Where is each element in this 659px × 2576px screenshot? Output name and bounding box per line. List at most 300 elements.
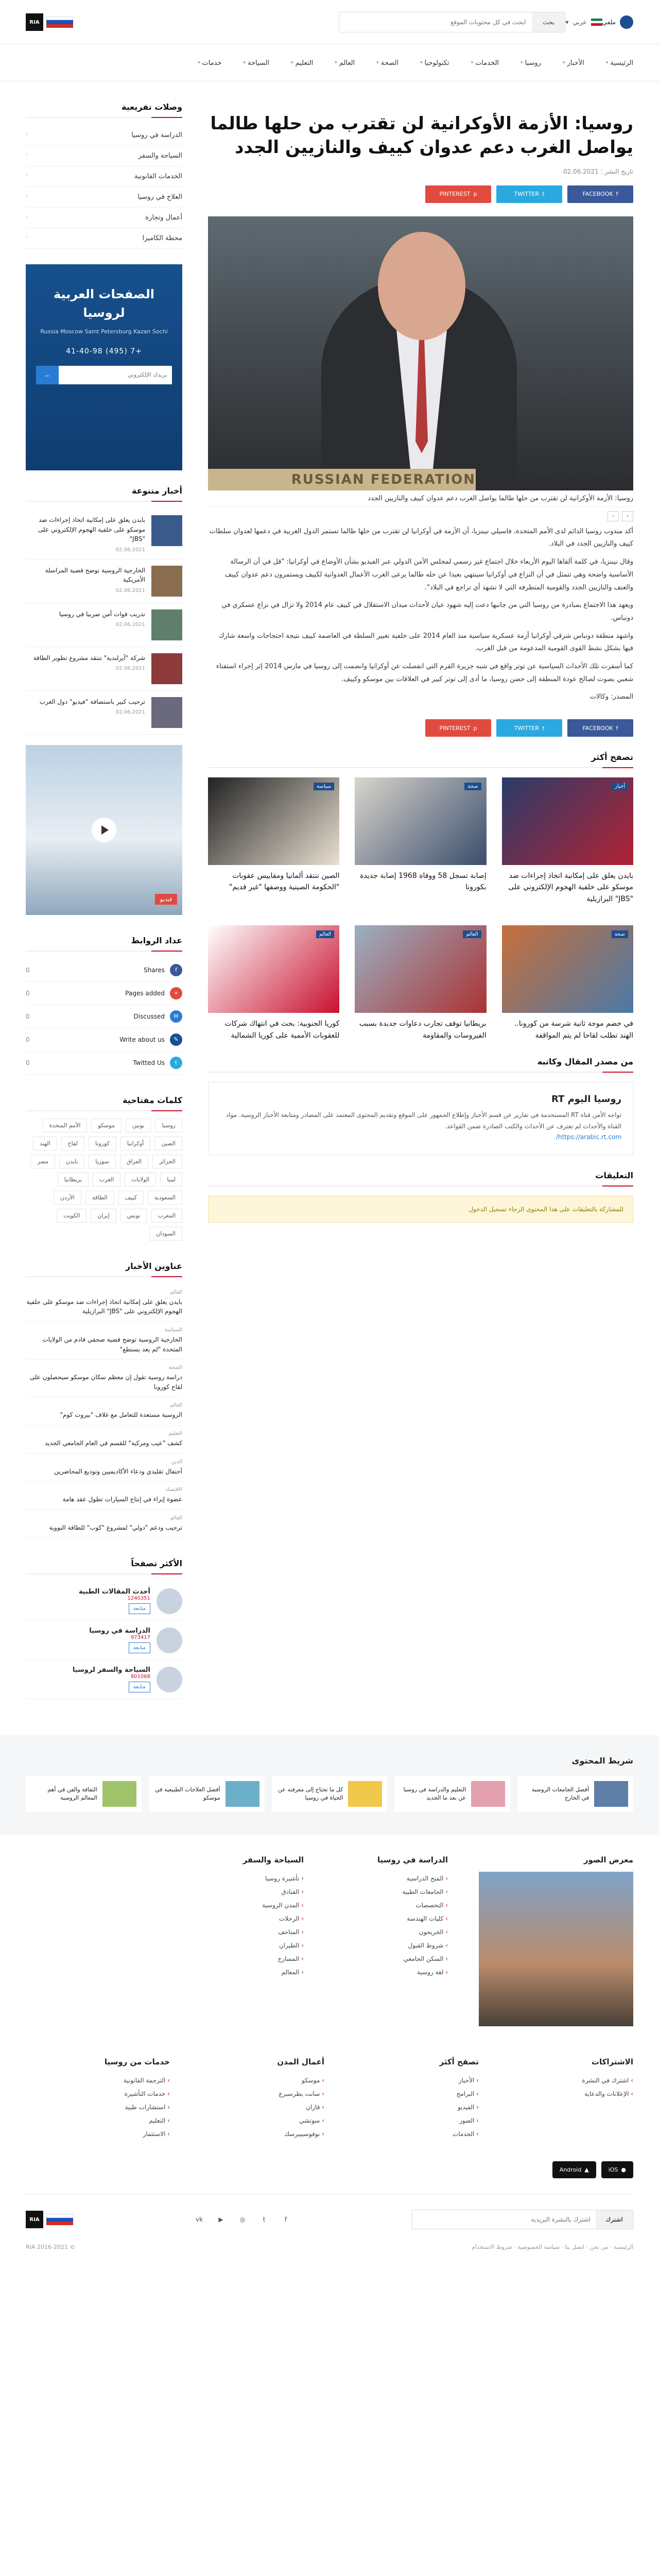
popular-info (26, 1627, 150, 1653)
footer-link[interactable]: › نوفوسيبيرسك (201, 2127, 324, 2141)
sidebar-news-date: 02.06.2021 (115, 587, 145, 594)
sidebar-news-text (40, 697, 145, 728)
follow-button[interactable]: متابعة (129, 1642, 150, 1653)
headline-title: بايدن يعلق على إمكانية اتخاذ إجراءات ضد موسكو على خلفية الهجوم الإلكتروني على "JBS" البرازيلية (26, 1298, 182, 1315)
tag-chip[interactable]: السودان (149, 1227, 182, 1241)
sidebar-link[interactable] (26, 187, 182, 208)
sidebar-news-title: بايدن يعلق على إمكانية اتخاذ إجراءات ضد موسكو على خلفية الهجوم الإلكتروني على "JBS" (38, 516, 145, 543)
footer-link[interactable]: › المتاحف (190, 1925, 304, 1939)
nav-item-label: الرئيسية (610, 59, 633, 67)
popular-name: الدراسة في روسيا (89, 1627, 150, 1635)
counter-label-group (125, 987, 182, 999)
slider-controls (208, 507, 633, 526)
ios-app-button[interactable] (601, 2161, 633, 2178)
sidebar-news-text (59, 609, 145, 640)
nav-item[interactable] (563, 59, 584, 67)
news-card-title: إصابة تسجل 58 ووفاة 1968 إصابة جديدة بكورونا (360, 872, 487, 892)
chevron-down-icon: ▾ (420, 60, 423, 65)
nav-item[interactable] (471, 59, 499, 67)
slider-prev-icon[interactable]: ‹ (608, 511, 619, 521)
tag-chip[interactable]: لقاح (61, 1137, 84, 1150)
sidebar-link[interactable] (26, 228, 182, 249)
more-news-grid (208, 777, 633, 1041)
headlines-list (26, 1284, 182, 1538)
tag-chip[interactable]: الولايات (125, 1173, 156, 1187)
twitter-icon: t (542, 191, 545, 198)
tag-chip[interactable]: بريطانيا (58, 1173, 89, 1187)
nav-item-label: العالم (339, 59, 355, 67)
counter-label: Twitted Us (133, 1059, 165, 1066)
search-bar (339, 12, 565, 32)
top-header (0, 0, 659, 44)
news-card[interactable] (208, 925, 339, 1041)
headline-item[interactable] (26, 1360, 182, 1397)
android-label: Android (559, 2166, 582, 2174)
source-box (208, 1082, 633, 1155)
headline-category: السياسة (164, 1327, 182, 1333)
nav-item[interactable] (291, 59, 313, 67)
headline-item[interactable] (26, 1322, 182, 1360)
tag-chip[interactable]: الهند (33, 1137, 57, 1150)
news-card-title: بايدن يعلق على إمكانية اتخاذ إجراءات ضد موسكو على خلفية الهجوم الإلكتروني على "JBS" البرازيلية (508, 872, 633, 903)
popular-avatar (157, 1588, 182, 1614)
chevron-down-icon: ▾ (335, 60, 337, 65)
news-card-tag: سياسة (314, 783, 334, 790)
tag-chip[interactable]: بايدن (59, 1155, 84, 1168)
strip-item[interactable] (517, 1776, 633, 1812)
tag-chip[interactable]: بوتين (126, 1118, 151, 1132)
photo-gallery-title: معرض الصور (583, 1855, 633, 1865)
popular-views: 1240351 (127, 1596, 150, 1602)
popular-views: 801068 (130, 1674, 150, 1680)
news-card[interactable] (502, 925, 633, 1041)
counter-label-group (119, 1033, 182, 1046)
sidebar-link[interactable] (26, 208, 182, 228)
counter-label: Pages added (125, 989, 165, 997)
nav-item[interactable] (376, 59, 398, 67)
hero-nameplate: RUSSIAN FEDERATION (208, 469, 476, 490)
strip-item-title: أفضل العلاجات الطبيعية في موسكو (155, 1786, 220, 1802)
share-twitter-button[interactable] (496, 185, 562, 203)
counter-label-group (133, 1010, 182, 1023)
chevron-down-icon: ▾ (565, 19, 569, 26)
nav-item-label: تكنولوجيا (424, 59, 449, 67)
sidebar-news-item[interactable] (26, 509, 182, 560)
strip-item-title: الثقافة والفن في أهم المعالم الروسية (47, 1786, 97, 1802)
chevron-down-icon: ▾ (605, 60, 609, 65)
tourism-column (190, 1855, 304, 2026)
counter-value: 0 (26, 966, 30, 974)
footer-link[interactable]: › الطيران (190, 1939, 304, 1952)
article-paragraph: المصدر: وكالات (589, 693, 633, 701)
main-nav (0, 44, 659, 81)
counter-label-group (144, 964, 182, 976)
popular-avatar (157, 1628, 182, 1653)
news-card-tag: صحة (464, 783, 481, 790)
russia-flag-icon (46, 2214, 73, 2225)
footer-link[interactable]: › البرامج (355, 2087, 479, 2100)
footer-link[interactable]: › الاستثمار (46, 2127, 170, 2141)
news-card-image (208, 777, 339, 865)
sidebar-news-title: شركة "آيرلندية" تنتقد مشروع تطوير الطاقة (33, 654, 145, 662)
nav-item[interactable] (606, 59, 633, 67)
user-label: ملفي (602, 19, 616, 26)
youtube-icon[interactable]: ▶ (218, 2216, 223, 2224)
footer-link[interactable]: › التخصصات (335, 1899, 448, 1912)
footer-link[interactable]: › التعليم (46, 2114, 170, 2127)
news-card[interactable] (208, 777, 339, 905)
plus-icon: + (170, 987, 182, 999)
footer-link[interactable]: › الجامعات الطبية (335, 1885, 448, 1899)
footer-link[interactable]: › الخدمات (355, 2127, 479, 2141)
news-card-image (208, 925, 339, 1013)
footer-link[interactable]: › تأشيرة روسيا (190, 1872, 304, 1885)
newsletter-button[interactable]: اشترك (596, 2210, 633, 2229)
footer-column-list (46, 2074, 170, 2141)
tag-chip[interactable]: المغرب (151, 1209, 183, 1223)
headline-category: العالم (170, 1289, 182, 1295)
footer-link[interactable]: › المدن الروسية (190, 1899, 304, 1912)
news-card[interactable] (502, 777, 633, 905)
article-hero-image (208, 216, 633, 490)
footer-link[interactable]: › قازان (201, 2100, 324, 2114)
share-facebook-button[interactable] (567, 719, 633, 737)
tag-chip[interactable]: كييف (118, 1191, 144, 1205)
strip-thumb (348, 1781, 382, 1807)
article-date: تاريخ النشر : 02.06.2021 (563, 167, 633, 175)
popular-name: أحدث المقالات الطبية (79, 1588, 150, 1596)
tag-chip[interactable]: تونس (120, 1209, 147, 1223)
sidebar-news-title: تدريب قوات أمن صربيا في روسيا (59, 610, 145, 618)
video-ad[interactable] (26, 745, 182, 915)
nav-item-label: التعليم (295, 59, 314, 67)
sidebar-news-title: أخبار متنوعة (26, 486, 182, 502)
footer-link[interactable]: › المعالم (190, 1965, 304, 1979)
comments-login-notice: للمشاركة بالتعليقات على هذا المحتوى الرجاء تسجيل الدخول (208, 1196, 633, 1223)
footer-links-column (510, 2057, 633, 2141)
footer-link[interactable]: › الترجمة القانونية (46, 2074, 170, 2087)
news-card-tag: صحة (612, 930, 628, 938)
footer-column-list (201, 2074, 324, 2141)
tag-chip[interactable]: الأردن (54, 1191, 81, 1205)
search-input[interactable] (339, 12, 532, 32)
footer-bottom-links[interactable]: الرئيسية · من نحن · اتصل بنا · سياسة الخصوصية · شروط الاستخدام (471, 2244, 633, 2251)
footer-logo[interactable] (26, 2211, 73, 2228)
counter-item[interactable] (26, 959, 182, 982)
tag-chip[interactable]: موسكو (91, 1118, 122, 1132)
counter-item[interactable] (26, 1052, 182, 1075)
nav-item-label: الصحة (380, 59, 398, 67)
news-card-title: في خضم موجة ثانية شرسة من كورونا.. الهند تطلب لقاحا لم يتم المواقفة (514, 1020, 633, 1040)
chat-icon: ✉ (170, 1010, 182, 1023)
sidebar-news-title: الخارجية الروسية توضح قضية المراسلة الأمريكية (45, 566, 145, 584)
more-news-title: تصفح أكثر (208, 752, 633, 768)
article-content (208, 102, 633, 1699)
study-links (335, 1872, 448, 1979)
sidebar-news-thumb (151, 653, 182, 684)
footer-link[interactable]: › لغة روسية (335, 1965, 448, 1979)
headline-category: العالم (170, 1515, 182, 1521)
footer-link[interactable]: › السكن الجامعي (335, 1952, 448, 1965)
pinterest-icon: p (473, 724, 477, 732)
footer-link[interactable]: › اشترك في النشرة (510, 2074, 633, 2087)
footer-links-column (46, 2057, 170, 2141)
newsletter-input[interactable] (412, 2210, 596, 2229)
tag-chip[interactable]: الكويت (57, 1209, 86, 1223)
russia-flag-icon (46, 16, 73, 28)
study-column-title: الدراسة في روسيا (377, 1855, 448, 1865)
nav-item[interactable] (521, 59, 541, 67)
headline-category: الاقتصاد (165, 1487, 182, 1493)
tag-chip[interactable]: أوكرانيا (120, 1137, 150, 1150)
counter-item[interactable] (26, 1028, 182, 1052)
headline-title: دراسة روسية تقول إن معظم سكان موسكو سيحصلون على لقاح كورونا (29, 1374, 182, 1391)
promo-title: الصفحات العربية لروسيا (53, 287, 155, 320)
footer-link[interactable]: › شروط القبول (335, 1939, 448, 1952)
source-name: روسيا اليوم RT (551, 1093, 621, 1105)
footer-link[interactable]: › المنح الدراسية (335, 1872, 448, 1885)
counter-label-group (133, 1057, 182, 1069)
headline-title: الخارجية الروسية توضح قضية صحفي قادم من الولايات المتحدة "لم يعد يستطع" (42, 1335, 182, 1353)
headlines-title: عناوين الأخبار (26, 1261, 182, 1277)
promo-submit-button[interactable] (36, 366, 59, 384)
tourism-links (190, 1872, 304, 1979)
tourism-column-title: السياحة والسفر (242, 1855, 304, 1865)
popular-avatar (157, 1667, 182, 1692)
logo-box: RIA (26, 13, 43, 31)
share-facebook-label: FACEBOOK (582, 724, 613, 732)
photo-gallery-image[interactable] (479, 1872, 633, 2026)
follow-button[interactable]: متابعة (129, 1682, 150, 1692)
footer-link[interactable]: › المسارح (190, 1952, 304, 1965)
strip-item-title: أفضل الجامعات الروسية في الخارج (531, 1786, 589, 1802)
twitter-icon[interactable]: t (263, 2216, 266, 2224)
tag-chip[interactable]: كورونا (89, 1137, 116, 1150)
search-button[interactable]: بحث (532, 12, 565, 32)
android-app-button[interactable] (552, 2161, 596, 2178)
headline-item[interactable] (26, 1397, 182, 1426)
user-menu[interactable] (602, 15, 633, 29)
facebook-icon[interactable]: f (284, 2216, 287, 2224)
promo-subtitle: Russia Moscow Saint Petersburg Kazan Sochi (40, 328, 168, 335)
source-section-title: من مصدر المقال وكاتبه (208, 1057, 633, 1073)
user-avatar-icon (620, 15, 633, 29)
tag-chip[interactable]: سوريا (89, 1155, 116, 1168)
headline-item[interactable] (26, 1426, 182, 1454)
chevron-left-icon: ‹ (26, 214, 28, 219)
footer-link[interactable]: › الإعلانات والدعاية (510, 2087, 633, 2100)
counter-label: Write about us (119, 1036, 165, 1043)
counter-item[interactable] (26, 1005, 182, 1028)
tags-title: كلمات مفتاحية (26, 1095, 182, 1111)
footer-link[interactable]: › الفنادق (190, 1885, 304, 1899)
footer-link[interactable]: › الفيديو (355, 2100, 479, 2114)
article-paragraph: أكد مندوب روسيا الدائم لدى الأمم المتحدة، فاسيلي نيبنزيا، أن الأزمة في أوكرانيا لن تقترب من حلها طالما تستمر الدول الغربية في دعمها لعدوان سلطات كييف والنازيين الجدد في البلاد. (209, 527, 633, 548)
article-paragraph: كما أسفرت تلك الأحداث السياسية عن توتر واقع في شبه جزيرة القرم التي انفصلت عن أوكرانيا وانضمت إلى روسيا في مارس 2014 إثر إجراء استفتاء شعبي بصوت لصالح عودة المنطقة إلى حضن روسيا، ما أدى إلى توتر كبير في العلاقات بين موسكو وكييف. (216, 662, 633, 683)
tag-chip[interactable]: السعودية (148, 1191, 182, 1205)
headline-item[interactable] (26, 1482, 182, 1510)
footer-link[interactable]: › الأخبار (355, 2074, 479, 2087)
flag-icon (591, 19, 602, 26)
copyright: © 2016-2021 RIA (26, 2244, 76, 2251)
footer-link[interactable]: › الخريجون (335, 1925, 448, 1939)
sidebar-news-item[interactable] (26, 691, 182, 735)
headline-category: الصحة (168, 1365, 182, 1371)
share-facebook-button[interactable] (567, 185, 633, 203)
instagram-icon[interactable]: ◎ (239, 2216, 246, 2224)
nav-item-label: السياحة (248, 59, 270, 67)
vk-icon[interactable]: vk (195, 2216, 203, 2224)
strip-item-title: التعليم والدراسة في روسيا عن بعد ما الجديد (403, 1786, 466, 1802)
app-buttons (26, 2161, 633, 2178)
share-twitter-label: TWITTER (514, 191, 540, 198)
share-facebook-label: FACEBOOK (582, 191, 613, 198)
footer-link[interactable]: › الصور (355, 2114, 479, 2127)
counter-label: Discussed (133, 1012, 165, 1020)
strip-thumb (471, 1781, 505, 1807)
chevron-down-icon: ▾ (376, 60, 379, 65)
video-badge: فيديو (155, 894, 177, 905)
footer-link[interactable]: › خدمات التأشيرة (46, 2087, 170, 2100)
footer-link[interactable]: › الرحلات (190, 1912, 304, 1925)
sidebar-news-item[interactable] (26, 560, 182, 603)
strip-item[interactable] (272, 1776, 388, 1812)
footer-link[interactable]: › كليات الهندسة (335, 1912, 448, 1925)
tag-chip[interactable]: مصر (30, 1155, 55, 1168)
site-logo[interactable] (26, 13, 73, 31)
news-card-tag: أخبار (612, 783, 628, 790)
sidebar-news-text (26, 515, 145, 553)
counter-value: 0 (26, 989, 30, 997)
counter-item[interactable] (26, 982, 182, 1005)
share-pinterest-button[interactable] (425, 185, 491, 203)
footer-link[interactable]: › موسكو (201, 2074, 324, 2087)
news-card[interactable] (355, 925, 486, 1041)
strip-thumb (226, 1781, 259, 1807)
news-card-image (355, 777, 486, 865)
image-caption: روسيا: الأزمة الأوكرانية لن تقترب من حلها طالما يواصل الغرب دعم عدوان كييف والنازيين الجدد (208, 490, 633, 507)
follow-button[interactable]: متابعة (129, 1603, 150, 1614)
chevron-down-icon: ▾ (471, 60, 474, 65)
nav-item[interactable] (335, 59, 355, 67)
tag-chip[interactable]: إيران (91, 1209, 116, 1223)
strip-title: شريط المحتوى (571, 1756, 633, 1766)
share-twitter-button[interactable] (496, 719, 562, 737)
logo-box: RIA (26, 2211, 43, 2228)
share-pinterest-button[interactable] (425, 719, 491, 737)
news-card[interactable] (355, 777, 486, 905)
footer-column-title: أعمال المدن (277, 2057, 324, 2067)
slider-next-icon[interactable]: › (622, 511, 633, 521)
counter-value: 0 (26, 1059, 30, 1066)
twitter-icon: t (542, 724, 545, 732)
sidebar-link[interactable] (26, 125, 182, 146)
tags-cloud (26, 1118, 182, 1241)
promo-email-input[interactable] (59, 366, 172, 384)
nav-item-label: خدمات (202, 59, 222, 67)
ios-label: iOS (608, 2166, 618, 2174)
popular-views: 973417 (130, 1635, 150, 1641)
news-card-image (502, 925, 633, 1013)
hero-figure-head (378, 232, 465, 340)
footer-link[interactable]: › سانت بطرسبرغ (201, 2087, 324, 2100)
headline-item[interactable] (26, 1284, 182, 1322)
article-paragraph: ويعهد هذا الاجتماع بمبادرة من روسيا التي من جانبها دعت إليه شهود عيان لأحداث ميدان الاستقلال في كييف عام 2014 ولا تزال في نزاع عسكري في دونباس. (221, 601, 633, 622)
sidebar-news-thumb (151, 515, 182, 546)
twitter-icon: t (170, 1057, 182, 1069)
tag-chip[interactable]: الأمم المتحدة (43, 1118, 88, 1132)
nav-item[interactable] (198, 59, 222, 67)
chevron-down-icon: ▾ (197, 60, 200, 65)
news-card-tag: العالم (316, 930, 334, 938)
chevron-left-icon: ‹ (26, 131, 28, 137)
sidebar-link[interactable] (26, 166, 182, 187)
sidebar-news-text (26, 566, 145, 597)
sidebar-news-item[interactable] (26, 603, 182, 647)
chevron-down-icon: ▾ (243, 60, 246, 65)
strip-item[interactable] (149, 1776, 265, 1812)
nav-item[interactable] (420, 59, 449, 67)
footer-link[interactable]: › استشارات طبية (46, 2100, 170, 2114)
tag-chip[interactable]: الطاقة (85, 1191, 114, 1205)
sidebar-news-thumb (151, 566, 182, 597)
share-pinterest-label: PINTEREST (439, 724, 471, 732)
android-icon: ▲ (584, 2166, 589, 2174)
tag-chip[interactable]: روسيا (155, 1118, 182, 1132)
tag-chip[interactable]: العراق (120, 1155, 148, 1168)
source-url-link[interactable]: https://arabic.rt.com/ (556, 1133, 621, 1141)
sidebar-link[interactable] (26, 146, 182, 166)
headline-title: كشف "عيب ومركبة" للقسم في العام الجامعي الجديد (44, 1439, 182, 1447)
strip-item[interactable] (394, 1776, 510, 1812)
sidebar-news-date: 02.06.2021 (115, 622, 145, 628)
tag-chip[interactable]: الصين (154, 1137, 182, 1150)
tag-chip[interactable]: ليبيا (160, 1173, 182, 1187)
play-icon[interactable] (92, 818, 116, 842)
apple-icon: ● (621, 2166, 626, 2174)
tag-chip[interactable]: الجزائر (152, 1155, 182, 1168)
news-card-title: كوريا الجنوبية: بحث في انتهاك شركات للعقوبات الأممية على كوريا الشمالية (224, 1020, 340, 1040)
share-bar-bottom (208, 719, 633, 737)
headline-title: ترحيب ودعم "دولي" لمشروع "كوب" للطاقة النووية (49, 1523, 182, 1531)
sidebar-link-label: محطة الكاميرا (142, 234, 182, 242)
sidebar (26, 102, 182, 1699)
news-card-title: بريطانيا توقف تجارب دعاوات جديدة بسبب الفيروسات والمقاومة (359, 1020, 487, 1040)
sidebar-news-list (26, 509, 182, 735)
nav-item[interactable] (244, 59, 270, 67)
counter-value: 0 (26, 1036, 30, 1043)
chevron-left-icon: ‹ (26, 173, 28, 178)
language-switch[interactable] (565, 19, 602, 26)
strip-item[interactable] (26, 1776, 142, 1812)
news-card-image (502, 777, 633, 865)
sidebar-news-date: 02.06.2021 (115, 709, 145, 716)
chevron-down-icon: ▾ (291, 60, 293, 65)
readers-title: الأكثر تصفحاً (26, 1558, 182, 1574)
footer-link[interactable]: › سوتشي (201, 2114, 324, 2127)
popular-item (26, 1582, 182, 1621)
sidebar-news-item[interactable] (26, 647, 182, 691)
sidebar-link-label: أعمال وتجارة (145, 214, 182, 222)
tag-chip[interactable]: الغرب (93, 1173, 120, 1187)
counter-label: Shares (144, 966, 165, 974)
headline-item[interactable] (26, 1454, 182, 1482)
newsletter-form (412, 2210, 633, 2229)
headline-item[interactable] (26, 1510, 182, 1538)
popular-item (26, 1660, 182, 1699)
share-bar-top (208, 185, 633, 203)
promo-subscribe (36, 366, 172, 384)
